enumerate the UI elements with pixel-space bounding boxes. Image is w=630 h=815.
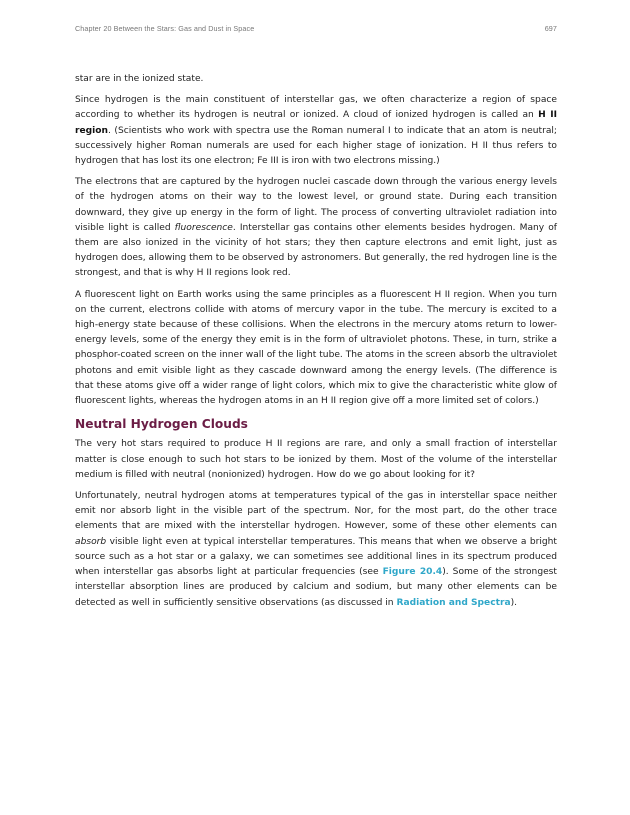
paragraph-absorption-lines: [75, 489, 557, 611]
page-number: 697: [544, 24, 557, 33]
text-run: Since hydrogen is the main constituent of interstellar gas, we often characterize a region of space according to whether its hydrogen is neutral or ionized. A cloud of ionized hydrogen is called an: [75, 95, 557, 121]
figure-link[interactable]: Figure 20.4: [382, 567, 443, 578]
text-run: Unfortunately, neutral hydrogen atoms at temperatures typical of the gas in interstellar space neither emit nor absorb light in the visible part of the spectrum. Nor, for the most part, do the other trace elements that are mixed with the interstellar hydrogen. However, some of these other elements can: [75, 491, 557, 532]
paragraph-neutral-hydrogen: The very hot stars required to produce H II regions are rare, and only a small fraction of interstellar matter is close enough to such hot stars to be ionized by them. Most of the volume of the interstellar medium is filled with neutral (nonionized) hydrogen. How do we go about looking for it?: [75, 439, 557, 480]
running-header: [75, 24, 557, 36]
paragraph-h2-region: [75, 93, 557, 169]
paragraph-continuation: star are in the ionized state.: [75, 74, 204, 84]
text-run: visible light even at typical interstellar temperatures. This means that when we observe a bright source such as a hot star or a galaxy, we can sometimes see additional lines in its spectrum produced when interstellar gas absorbs light at particular frequencies (see: [75, 536, 557, 578]
paragraph-fluorescent-light: A fluorescent light on Earth works using the same principles as a fluorescent H II region. When you turn on the current, electrons collide with atoms of mercury vapor in the tube. The mercury is excited to a high-energy state because of these collisions. When the electrons in the mercury atoms return to lower-energy levels, some of the energy they emit is in the form of ultraviolet photons. These, in turn, strike a phosphor-coated screen on the inner wall of the light tube. The atoms in the screen absorb the ultraviolet photons and emit visible light as they cascade downward among the energy levels. (The difference is that these atoms give off a wider range of light colors, which mix to give the characteristic white glow of fluorescent lights, whereas the hydrogen atoms in an H II region give off a more limited set of colors.): [75, 289, 558, 407]
chapter-title: Chapter 20 Between the Stars: Gas and Dust in Space: [75, 24, 255, 33]
text-run: . (Scientists who work with spectra use the Roman numeral I to indicate that an atom is neutral; successively higher Roman numerals are used for each higher stage of ionization. H II thus refers to hydrogen that has lost its one electron; Fe III is iron with two electrons missing.): [75, 125, 557, 167]
paragraph-fluorescence: [75, 175, 557, 281]
chapter-link[interactable]: Radiation and Spectra: [396, 597, 511, 608]
text-run: The electrons that are captured by the hydrogen nuclei cascade down through the various energy levels of the hydrogen atoms on their way to the lowest level, or ground state. During each transition downward, they give up energy in the form of light. The process of converting ultraviolet radiation into visible light is called: [75, 177, 557, 233]
emphasis-absorb: absorb: [75, 536, 107, 547]
term-fluorescence: fluorescence: [174, 222, 233, 233]
section-heading: Neutral Hydrogen Clouds: [75, 417, 248, 432]
text-run: . Interstellar gas contains other elements besides hydrogen. Many of them are also ionized in the vicinity of hot stars; they then capture electrons and emit light, just as hydrogen does, allowing them to be observed by astronomers. But generally, the red hydrogen line is the strongest, and that is why H II regions look red.: [75, 222, 557, 279]
text-run: ). Some of the strongest interstellar absorption lines are produced by calcium and sodium, but many other elements can be detected as well in sufficiently sensitive observations (as discussed in: [75, 567, 557, 608]
text-run: ).: [510, 597, 518, 608]
key-term-h2-region: H II region: [75, 110, 558, 136]
body-text: [75, 72, 557, 617]
